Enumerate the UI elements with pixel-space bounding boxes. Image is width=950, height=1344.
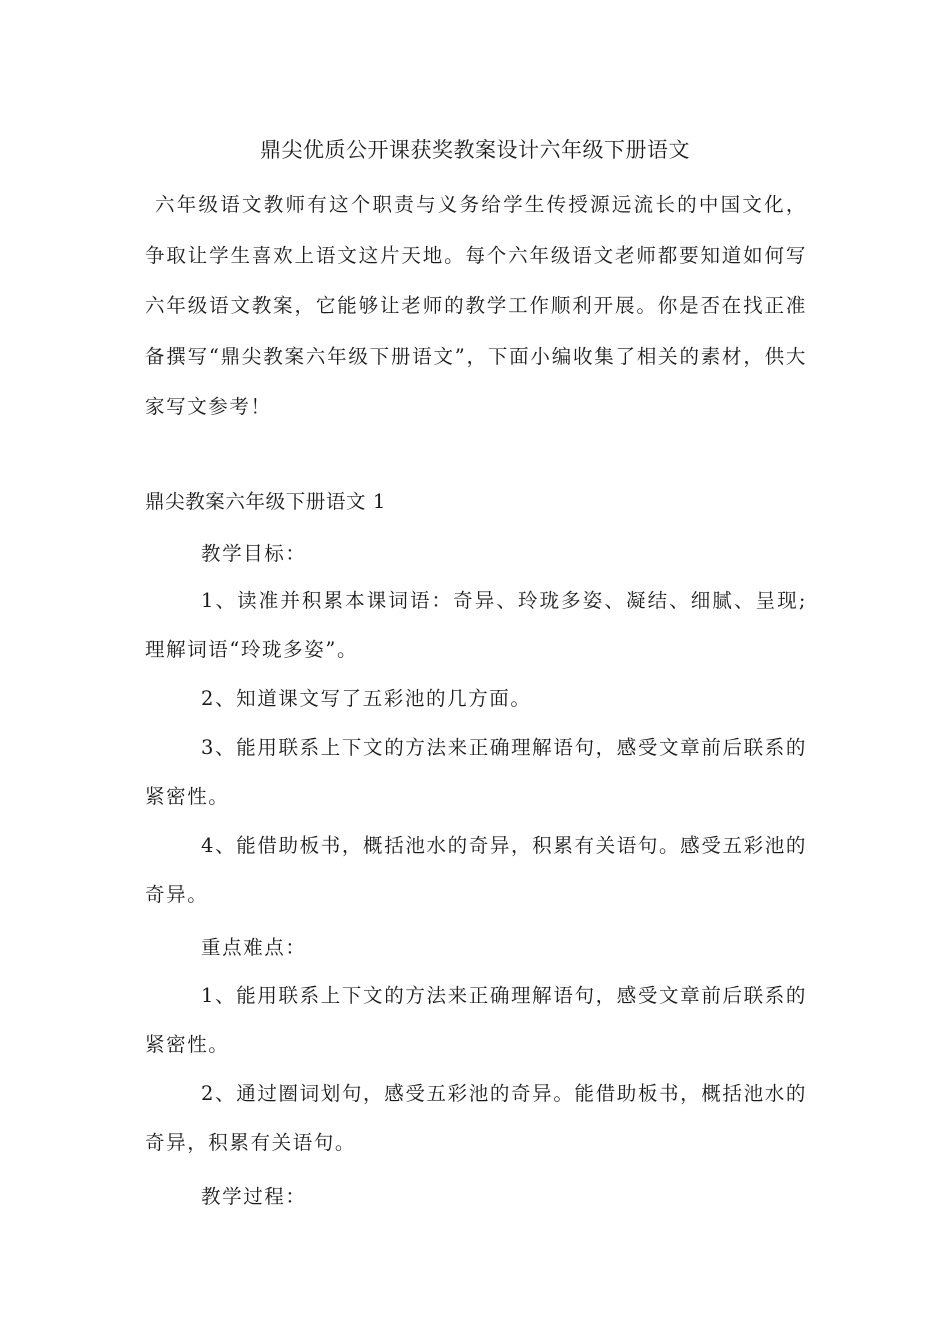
key-points-heading: 重点难点： bbox=[201, 936, 307, 959]
document-title: 鼎尖优质公开课获奖教案设计六年级下册语文 bbox=[260, 138, 690, 162]
key-point-item-2: 2、通过圈词划句，感受五彩池的奇异。能借助板书，概括池水的奇异，积累有关语句。 bbox=[145, 1082, 807, 1154]
key-point-item-1: 1、能用联系上下文的方法来正确理解语句，感受文章前后联系的紧密性。 bbox=[145, 984, 807, 1056]
intro-paragraph: 六年级语文教师有这个职责与义务给学生传授源远流长的中国文化，争取让学生喜欢上语文这片天地。每个六年级语文老师都要知道如何写六年级语文教案，它能够让老师的教学工作顺利开展。你是否在找正准备撰写“鼎尖教案六年级下册语文”，下面小编收集了相关的素材，供大家写文参考！ bbox=[145, 193, 807, 418]
goal-item-2: 2、知道课文写了五彩池的几方面。 bbox=[201, 687, 532, 710]
goal-item-4: 4、能借助板书，概括池水的奇异，积累有关语句。感受五彩池的奇异。 bbox=[145, 834, 807, 906]
goal-item-1: 1、读准并积累本课词语：奇异、玲珑多姿、凝结、细腻、呈现;理解词语“玲珑多姿”。 bbox=[145, 589, 807, 661]
process-heading: 教学过程： bbox=[201, 1185, 307, 1208]
goals-heading: 教学目标： bbox=[201, 542, 307, 565]
goal-item-3: 3、能用联系上下文的方法来正确理解语句，感受文章前后联系的紧密性。 bbox=[145, 736, 807, 808]
section-title: 鼎尖教案六年级下册语文 1 bbox=[145, 490, 386, 513]
